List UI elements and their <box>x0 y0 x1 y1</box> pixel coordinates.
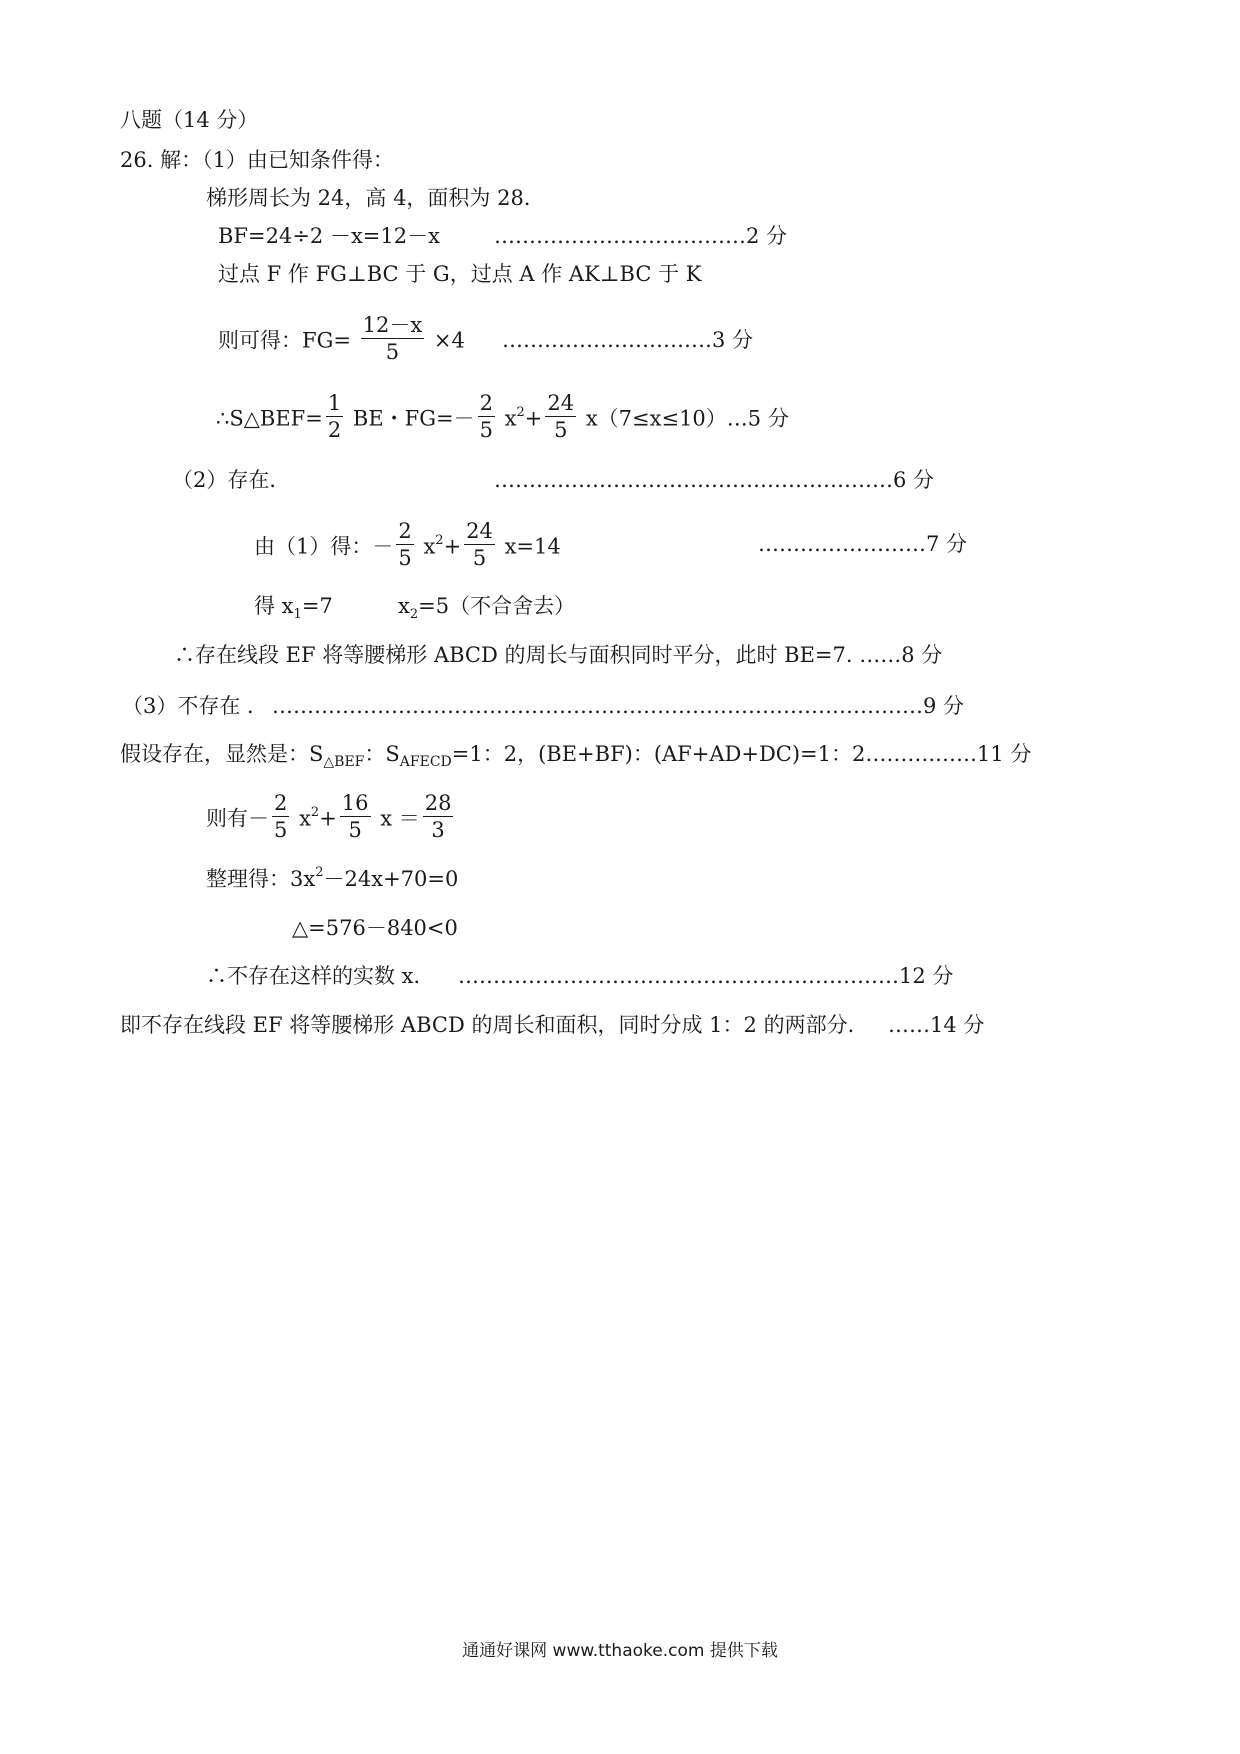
then-f3-den: 3 <box>431 818 445 842</box>
score-marker-6: …………………………………………………6 分 <box>494 468 935 492</box>
then-fraction-28-thirds <box>423 793 454 841</box>
then-fraction-16-fifths <box>340 793 371 841</box>
then-f2-den: 5 <box>348 818 362 842</box>
roots-line-second <box>398 596 575 621</box>
area-f2-den: 5 <box>479 418 493 442</box>
score-marker-14: ……14 分 <box>888 1013 985 1037</box>
fg-suffix: ×4 <box>433 328 465 353</box>
root1-prefix: 得 x <box>254 594 294 618</box>
then-f1-num: 2 <box>274 791 288 815</box>
score-marker-12: ………………………………………………………12 分 <box>458 964 954 988</box>
eq7-f1-den: 5 <box>398 546 412 570</box>
then-plus: + <box>319 806 337 831</box>
then-equation <box>206 791 456 844</box>
then-fraction-two-fifths <box>272 793 289 841</box>
eq7-prefix: 由（1）得：－ <box>254 534 394 559</box>
bf-equation: BF=24÷2 －x=12－x <box>218 224 440 248</box>
root1-value: =7 <box>301 594 333 618</box>
no-real-solution: ∴不存在这样的实数 x． <box>206 964 435 988</box>
arrange-prefix: 整理得：3x <box>206 867 316 891</box>
score-marker-7: ……………………7 分 <box>758 532 968 556</box>
root1-subscript: 1 <box>293 607 302 623</box>
section-title: 八题（14 分） <box>120 108 259 132</box>
eq7-fraction-24-fifths <box>464 521 495 569</box>
area-prefix: ∴S△BEF= <box>216 406 323 431</box>
area-f3-num: 24 <box>547 391 575 415</box>
assume-tail: =1：2，(BE+BF)：(AF+AD+DC)=1：2……….……11 分 <box>451 742 1032 766</box>
root2-subscript: 2 <box>409 607 419 623</box>
area-f1-den: 2 <box>327 418 342 442</box>
eq7-f2-den: 5 <box>472 546 487 570</box>
eq7-f2-num: 24 <box>466 519 493 543</box>
arrange-exponent: 2 <box>315 865 324 880</box>
area-x2-exponent: 2 <box>516 404 525 420</box>
then-f1-den: 5 <box>274 818 288 842</box>
trapezoid-facts: 梯形周长为 24，高 4，面积为 28． <box>206 186 545 210</box>
eq7-f1-num: 2 <box>398 519 412 543</box>
problem-intro: 26. 解：（1）由已知条件得： <box>120 148 394 172</box>
area-x2: x <box>504 406 517 431</box>
page-footer: 通通好课网 www.tthaoke.com 提供下载 <box>462 1641 778 1661</box>
fg-fraction-numerator: 12－x <box>362 313 423 337</box>
then-f3-num: 28 <box>424 791 452 815</box>
assume-mid: ：S <box>364 742 400 766</box>
assumption-line <box>120 744 1031 769</box>
arrange-equation <box>206 865 459 891</box>
area-fraction-half <box>326 393 343 441</box>
construction-step: 过点 F 作 FG⊥BC 于 G，过点 A 作 AK⊥BC 于 K <box>218 262 702 286</box>
area-tail: x（7≤x≤10）…5 分 <box>585 406 789 431</box>
fg-equation <box>218 313 465 366</box>
area-f2-num: 2 <box>479 391 493 415</box>
assume-sub-afecd: AFECD <box>399 754 452 771</box>
then-f2-num: 16 <box>341 791 369 815</box>
discriminant-line: △=576－840<0 <box>292 916 458 940</box>
score-marker-9: …………………………………………………………………………………9 分 <box>272 694 965 718</box>
then-mid: x ＝ <box>380 806 420 831</box>
eq7-fraction-two-fifths <box>396 521 413 569</box>
part2-conclusion: ∴存在线段 EF 将等腰梯形 ABCD 的周长与面积同时平分，此时 BE=7. ……8 分 <box>174 643 943 667</box>
then-x2: x <box>299 806 311 831</box>
area-fraction-24-fifths <box>545 393 576 441</box>
assume-sub-bef: △BEF <box>323 754 365 771</box>
part2-equation <box>254 519 561 572</box>
area-mid: BE・FG=－ <box>352 406 475 431</box>
fg-prefix: 则可得：FG= <box>218 328 351 353</box>
arrange-tail: －24x+70=0 <box>323 867 459 891</box>
score-marker-2: ………………………………2 分 <box>494 224 788 248</box>
area-f3-den: 5 <box>554 418 568 442</box>
area-f1-num: 1 <box>327 391 342 415</box>
eq7-plus: + <box>443 534 462 559</box>
score-marker-3: …………………………3 分 <box>502 328 754 352</box>
area-equation <box>216 391 789 444</box>
area-plus: + <box>524 406 543 431</box>
then-x2-exponent: 2 <box>310 804 320 820</box>
part2-label: （2）存在． <box>172 468 291 492</box>
eq7-tail: x=14 <box>504 534 561 559</box>
fg-fraction-denominator: 5 <box>385 340 400 364</box>
part3-label: （3）不存在 ． <box>122 694 269 718</box>
eq7-x2: x <box>423 534 436 559</box>
fg-fraction <box>361 315 425 363</box>
assume-prefix: 假设存在，显然是：S <box>120 742 324 766</box>
roots-line <box>254 596 333 621</box>
then-prefix: 则有－ <box>206 806 269 831</box>
root2-prefix: x <box>398 594 410 618</box>
area-fraction-two-fifths <box>478 393 495 441</box>
final-conclusion: 即不存在线段 EF 将等腰梯形 ABCD 的周长和面积，同时分成 1：2 的两部分． <box>120 1013 869 1037</box>
eq7-x2-exponent: 2 <box>435 532 444 548</box>
root2-value: =5（不合舍去） <box>418 594 576 618</box>
